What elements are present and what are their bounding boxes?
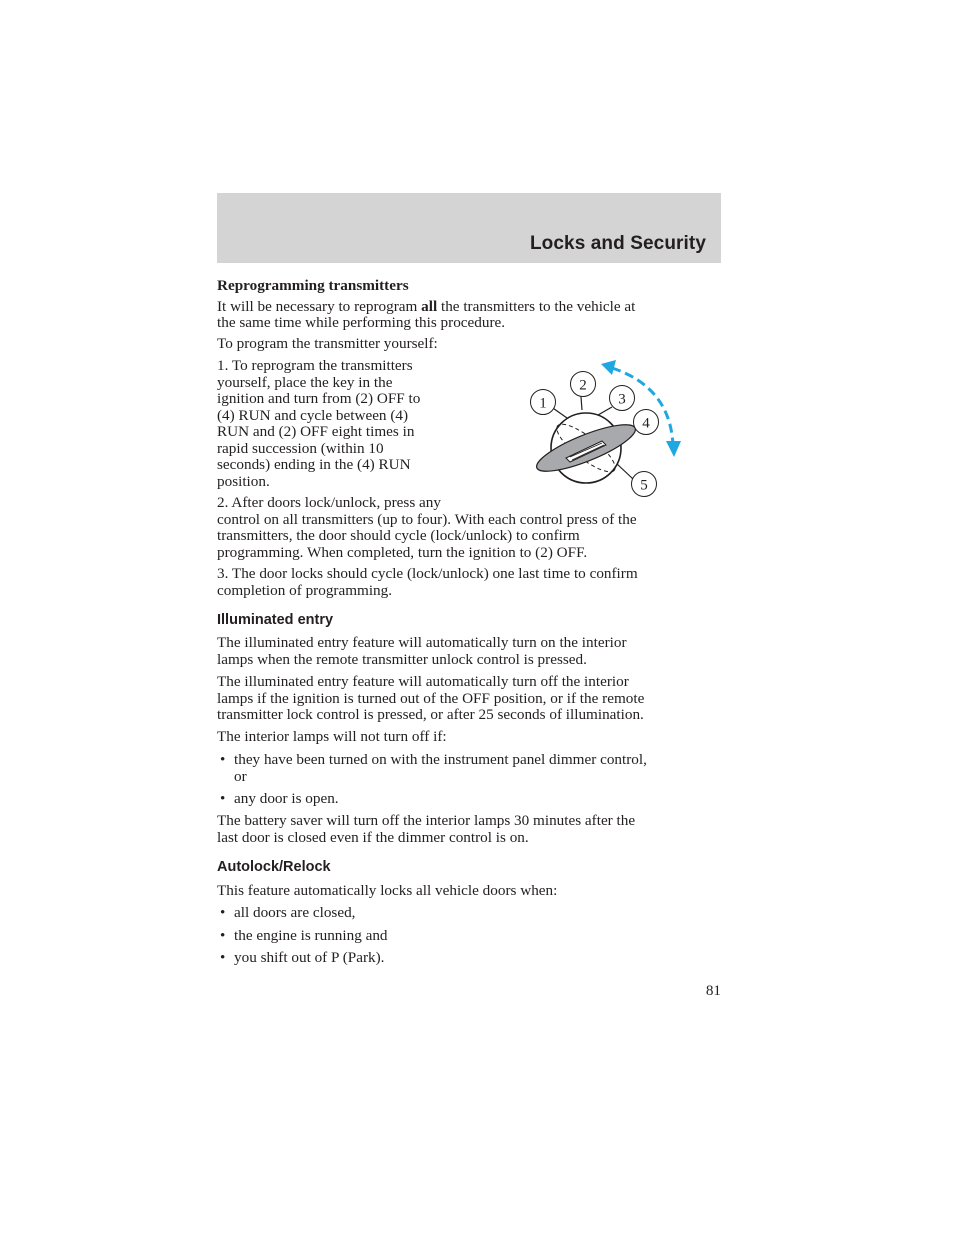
step-1-line: ignition and turn from (2) OFF to: [217, 390, 421, 407]
para-line: lamps if the ignition is turned out of the OFF position, or if the remote: [217, 689, 645, 707]
position-label-1: [531, 390, 556, 415]
autolock-intro: This feature automatically locks all vehicle doors when:: [217, 882, 558, 899]
bullet-dot: •: [220, 927, 226, 944]
para-line: The illuminated entry feature will automatically turn on the interior: [217, 634, 627, 651]
program-yourself: To program the transmitter yourself:: [217, 335, 438, 352]
list-item: [217, 950, 722, 968]
position-label-2: [571, 372, 596, 397]
list-item: [217, 928, 722, 946]
not-off-intro: The interior lamps will not turn off if:: [217, 728, 447, 745]
section-heading-illuminated-entry: Illuminated entry: [217, 612, 334, 628]
bullet-dot: •: [220, 751, 226, 768]
list-item-text: you shift out of P (Park).: [234, 949, 385, 966]
battery-saver-para: [217, 813, 635, 846]
svg-text:4: 4: [642, 415, 650, 432]
svg-text:1: 1: [539, 395, 547, 412]
para-line: The battery saver will turn off the interior lamps 30 minutes after the: [217, 812, 636, 829]
svg-text:2: 2: [579, 377, 587, 394]
section-heading-autolock: Autolock/Relock: [217, 859, 331, 875]
step-1-line: yourself, place the key in the: [217, 373, 393, 391]
para-line: lamps when the remote transmitter unlock control is pressed.: [217, 650, 587, 668]
para-line: The illuminated entry feature will automatically turn off the interior: [217, 673, 629, 690]
page-number: 81: [705, 982, 721, 999]
illuminated-para-1: [217, 635, 627, 668]
step-3: [217, 566, 638, 599]
step-2-line: programming. When completed, turn the ignition to (2) OFF.: [217, 543, 588, 561]
leader-line-2: [581, 397, 582, 410]
step-1-line: position.: [217, 472, 270, 490]
header-band: [217, 193, 721, 263]
leader-line-3: [598, 407, 612, 415]
arrow-head-bottom: [666, 441, 681, 457]
position-label-4: [634, 410, 659, 435]
list-item-text: the engine is running and: [234, 927, 388, 944]
step-1-line: 1. To reprogram the transmitters: [217, 357, 413, 374]
step-3-line: 3. The door locks should cycle (lock/unlock) one last time to confirm: [217, 565, 638, 582]
leader-line-5: [616, 463, 633, 479]
list-item-text: all doors are closed,: [234, 904, 356, 921]
step-3-line: completion of programming.: [217, 581, 393, 599]
step-1-line: seconds) ending in the (4) RUN: [217, 456, 411, 473]
list-item-text: [234, 752, 724, 785]
list-item: [217, 752, 722, 786]
svg-text:3: 3: [618, 391, 626, 408]
list-item: [217, 905, 722, 923]
page-title: Locks and Security: [529, 233, 706, 254]
arrow-head-top: [601, 360, 616, 375]
intro-line-2: the same time while performing this procedure.: [217, 314, 506, 331]
list-item-line: or: [234, 767, 247, 785]
step-2: [217, 495, 637, 561]
step-1-line: rapid succession (within 10: [217, 439, 384, 457]
ignition-diagram: [520, 355, 700, 500]
list-item-text: any door is open.: [234, 790, 339, 807]
para-line: transmitter lock control is pressed, or after 25 seconds of illumination.: [217, 706, 644, 723]
step-2-line: 2. After doors lock/unlock, press any: [217, 494, 441, 511]
step-2-line: control on all transmitters (up to four). With each control press of the: [217, 510, 637, 528]
list-item: [217, 791, 722, 809]
para-line: last door is closed even if the dimmer control is on.: [217, 828, 529, 846]
intro-text: It will be necessary to reprogram: [217, 298, 422, 315]
intro-bold-word: all: [421, 298, 438, 315]
bullet-dot: •: [220, 904, 226, 921]
step-2-line: transmitters, the door should cycle (lock/unlock) to confirm: [217, 527, 580, 544]
step-1-line: (4) RUN and cycle between (4): [217, 406, 409, 424]
step-1-line: RUN and (2) OFF eight times in: [217, 423, 415, 440]
position-label-3: [610, 386, 635, 411]
position-label-5: [632, 472, 657, 497]
bullet-dot: •: [220, 949, 226, 966]
illuminated-para-2: [217, 674, 644, 724]
section-heading-reprogramming: Reprogramming transmitters: [217, 277, 409, 294]
bullet-dot: •: [220, 790, 226, 807]
intro-text-after: the transmitters to the vehicle at: [437, 298, 636, 315]
list-item-line: they have been turned on with the instrument panel dimmer control,: [234, 751, 647, 768]
step-1: [217, 358, 420, 490]
svg-text:5: 5: [640, 477, 648, 494]
